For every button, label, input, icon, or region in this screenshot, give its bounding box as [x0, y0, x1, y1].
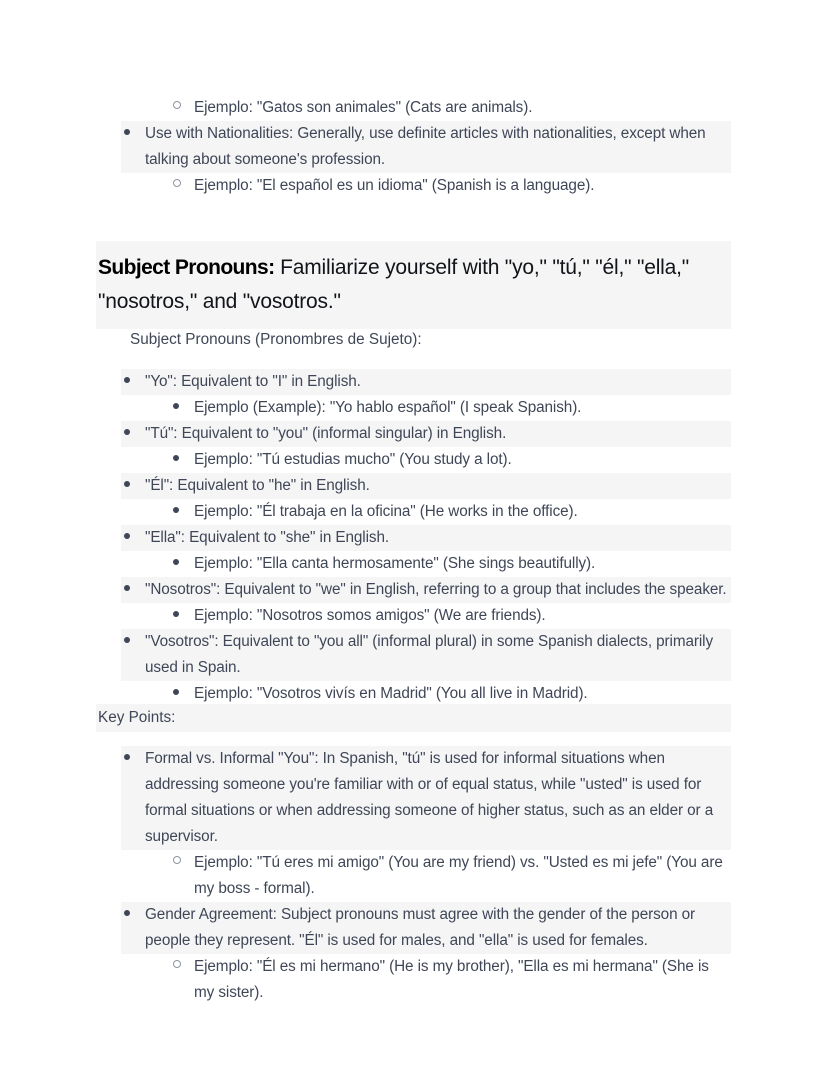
list-item-text: Ejemplo: "Tú estudias mucho" (You study a lot). — [194, 451, 512, 468]
section-heading-strong: Subject Pronouns: — [98, 256, 275, 279]
list-item-text: "Tú": Equivalent to "you" (informal singular) in English. — [145, 425, 507, 442]
list-item — [121, 551, 731, 577]
disc-bullet-icon — [121, 577, 145, 603]
disc-bullet-icon — [170, 447, 194, 473]
key-points-label: Key Points: — [96, 704, 731, 732]
list-item — [121, 447, 731, 473]
disc-bullet-icon — [170, 551, 194, 577]
disc-bullet-icon — [121, 369, 145, 395]
circle-bullet-icon — [170, 954, 194, 980]
list-item — [121, 525, 731, 551]
list-item — [121, 499, 731, 525]
disc-bullet-icon — [170, 603, 194, 629]
list-item — [121, 421, 731, 447]
list-item — [121, 629, 731, 681]
disc-bullet-icon — [121, 525, 145, 551]
list-item — [121, 173, 731, 199]
list-item-text: Ejemplo: "Vosotros vivís en Madrid" (You all live in Madrid). — [194, 685, 588, 702]
list-item-text: Ejemplo: "Gatos son animales" (Cats are animals). — [194, 99, 533, 116]
list-item — [121, 395, 731, 421]
disc-bullet-icon — [121, 473, 145, 499]
disc-bullet-icon — [170, 499, 194, 525]
disc-bullet-icon — [121, 629, 145, 655]
disc-bullet-icon — [170, 395, 194, 421]
list-item-text: "Él": Equivalent to "he" in English. — [145, 477, 370, 494]
disc-bullet-icon — [121, 121, 145, 147]
section-heading-text — [96, 251, 731, 319]
list-item — [121, 902, 731, 954]
list-item-text: Ejemplo: "Él trabaja en la oficina" (He works in the office). — [194, 503, 578, 520]
list-item-text: Ejemplo: "Él es mi hermano" (He is my brother), "Ella es mi hermana" (She is my sister). — [194, 958, 709, 1001]
list-item — [121, 369, 731, 395]
section-heading-rest: Familiarize yourself with "yo," "tú," "él," "ella," "nosotros," and "vosotros." — [98, 256, 690, 313]
list-item — [121, 850, 731, 902]
disc-bullet-icon — [121, 421, 145, 447]
disc-bullet-icon — [121, 746, 145, 772]
pronouns-list — [0, 369, 828, 707]
list-item-text: Ejemplo: "Ella canta hermosamente" (She sings beautifully). — [194, 555, 596, 572]
list-item-text: "Ella": Equivalent to "she" in English. — [145, 529, 390, 546]
section-heading — [96, 241, 731, 329]
list-item-text: Formal vs. Informal "You": In Spanish, "tú" is used for informal situations when addressing someone you're familiar with or of equal status, while "usted" is used for formal situations or when addressing someone of higher status, such as an elder or a supervisor. — [145, 750, 714, 845]
list-item-text: Ejemplo: "Tú eres mi amigo" (You are my friend) vs. "Usted es mi jefe" (You are my boss - formal). — [194, 854, 723, 897]
top-section — [0, 95, 828, 199]
circle-bullet-icon — [170, 95, 194, 121]
list-item — [121, 577, 731, 603]
list-item — [121, 954, 731, 1006]
list-item — [121, 746, 731, 850]
circle-bullet-icon — [170, 173, 194, 199]
subsection-label: Subject Pronouns (Pronombres de Sujeto): — [130, 331, 422, 348]
list-item-text: Ejemplo: "Nosotros somos amigos" (We are friends). — [194, 607, 546, 624]
list-item-text: Ejemplo (Example): "Yo hablo español" (I speak Spanish). — [194, 399, 582, 416]
list-item — [121, 473, 731, 499]
list-item — [121, 95, 731, 121]
key-points-list — [0, 746, 828, 1006]
list-item-text: "Nosotros": Equivalent to "we" in English, referring to a group that includes the speaker. — [145, 581, 727, 598]
list-item-text: Ejemplo: "El español es un idioma" (Spanish is a language). — [194, 177, 595, 194]
list-item — [121, 121, 731, 173]
circle-bullet-icon — [170, 850, 194, 876]
list-item-text: "Vosotros": Equivalent to "you all" (informal plural) in some Spanish dialects, primarily used in Spain. — [145, 633, 714, 676]
list-item-text: "Yo": Equivalent to "I" in English. — [145, 373, 361, 390]
list-item — [121, 603, 731, 629]
disc-bullet-icon — [121, 902, 145, 928]
list-item-text: Gender Agreement: Subject pronouns must agree with the gender of the person or people they represent. "Él" is used for males, and "ella" is used for females. — [145, 906, 696, 949]
list-item-text: Use with Nationalities: Generally, use definite articles with nationalities, except when talking about someone's profession. — [145, 125, 706, 168]
